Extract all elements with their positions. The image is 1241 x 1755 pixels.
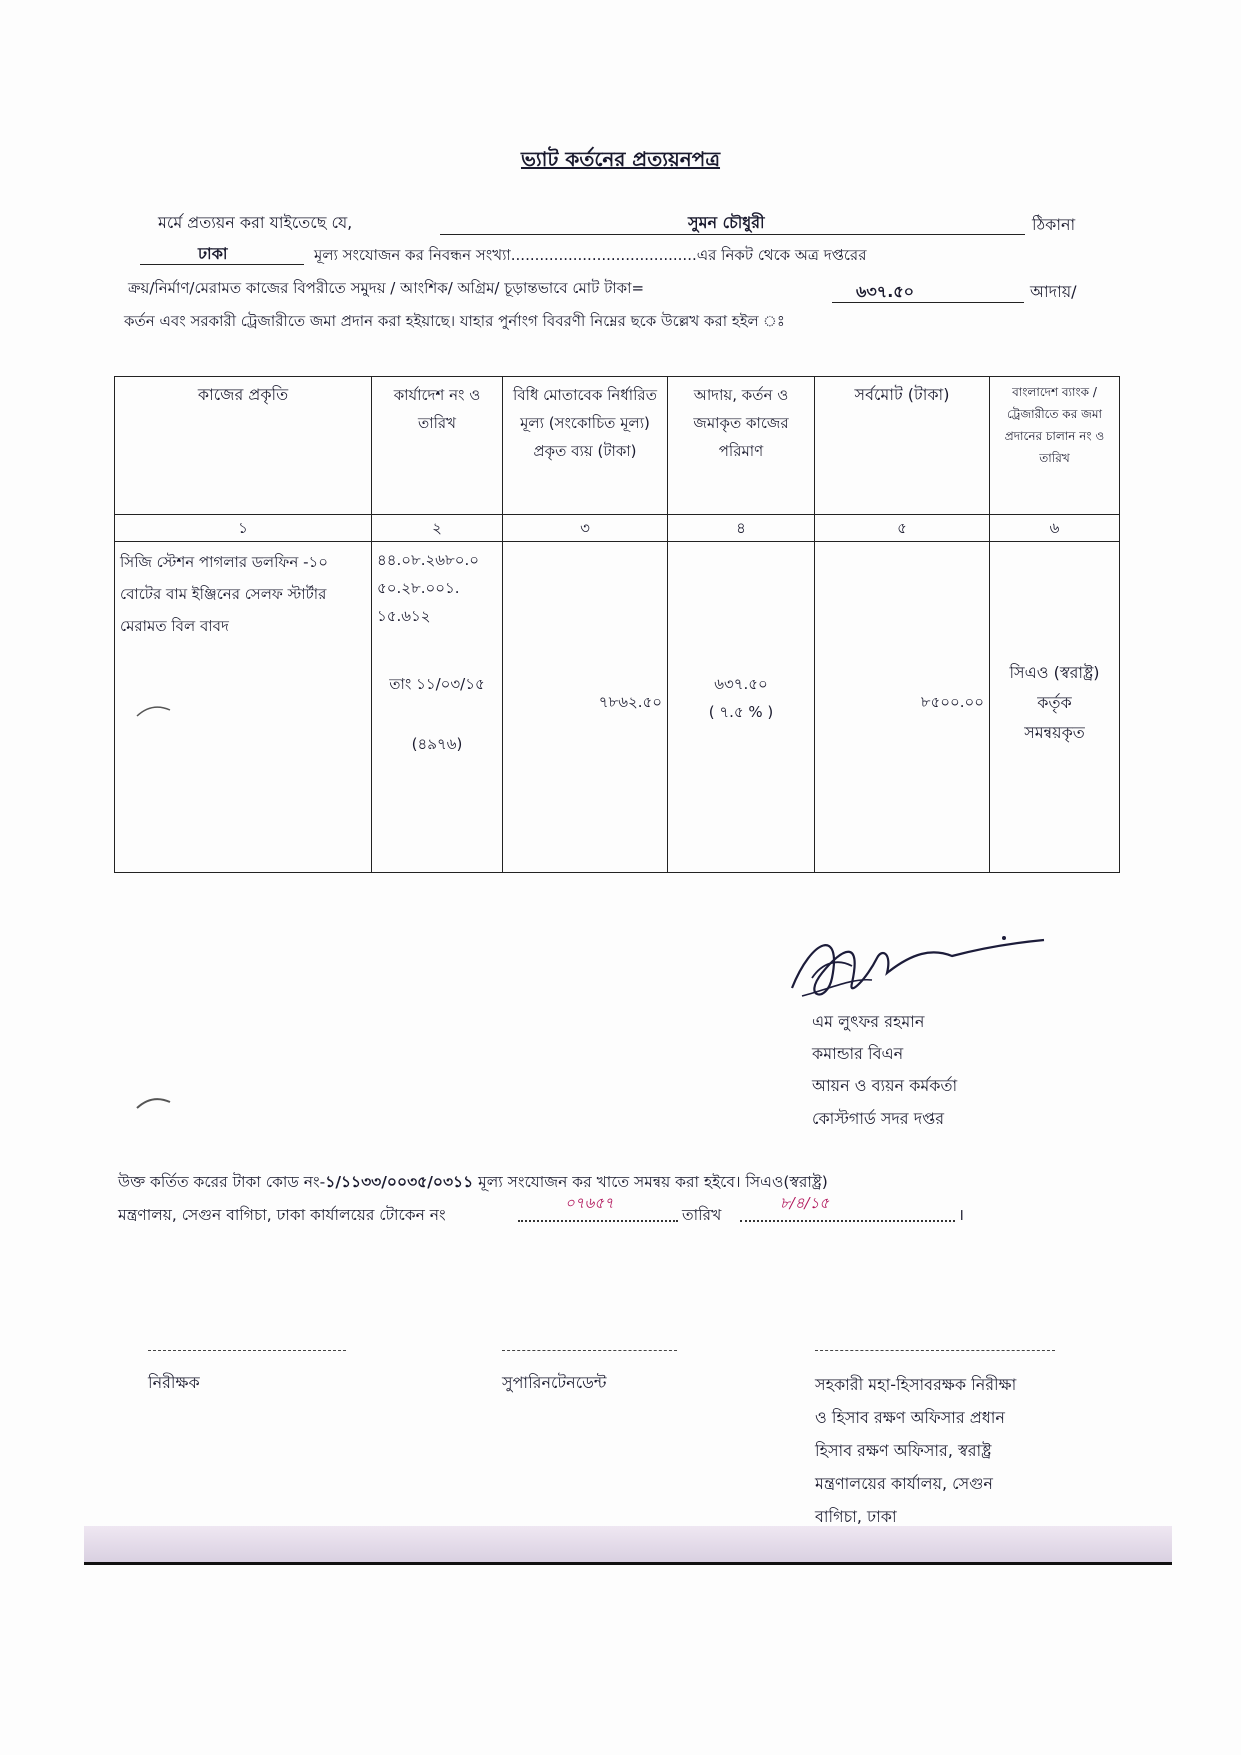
superintendent-signature-line	[502, 1350, 677, 1351]
total-amount: ৬৩৭.৫০	[856, 282, 915, 301]
tax-code-number: ১/১১৩৩/০০৩৫/০৩১১	[325, 1173, 474, 1191]
table-row	[115, 542, 1120, 873]
header-grand-total: সর্বমোট (টাকা)	[815, 377, 990, 515]
token-line-end: ।	[958, 1205, 965, 1224]
page-bottom-rule	[84, 1562, 1172, 1565]
column-number: ৫	[815, 514, 990, 542]
vat-deduction-table	[114, 376, 1120, 873]
header-deposit-challan: বাংলাদেশ ব্যাংক /ট্রেজারীতে কর জমা প্রদানের চালান নং ও তারিখ	[990, 377, 1120, 515]
document-title: ভ্যাট কর্তনের প্রত্যয়নপত্র	[520, 147, 721, 171]
token-dots	[518, 1220, 678, 1222]
signatory-office: কোস্টগার্ড সদর দপ্তর	[812, 1109, 945, 1128]
inspector-label: নিরীক্ষক	[148, 1373, 200, 1392]
column-number: ১	[115, 514, 372, 542]
vat-rate: ( ৭.৫ % )	[708, 703, 774, 722]
header-order-no: কার্যাদেশ নং ও তারিখ	[372, 377, 503, 515]
date-label: তারিখ	[682, 1206, 722, 1224]
signatory-rank: কমান্ডার বিএন	[812, 1044, 904, 1063]
officer-title-line: সহকারী মহা-হিসাবরক্ষক নিরীক্ষা	[815, 1375, 1017, 1394]
header-actual-cost: বিধি মোতাবেক নির্ধারিত মূল্য (সংকোচিত মূল্য) প্রকৃত ব্যয় (টাকা)	[503, 377, 668, 515]
registration-line: মূল্য সংযোজন কর নিবন্ধন সংখ্যা.......................................এর নিকট থেকে অত্র দপ্তরের	[314, 246, 867, 264]
deposit-note-line: সিএও (স্বরাষ্ট্র)	[1009, 663, 1100, 683]
deposit-note-line: কর্তৃক	[1037, 693, 1072, 713]
code-note-line	[118, 1170, 828, 1196]
scan-mark-icon	[134, 700, 174, 720]
vat-amount: ৬৩৭.৫০	[714, 675, 768, 694]
signatory-designation: আয়ন ও ব্যয়ন কর্মকর্তা	[812, 1076, 958, 1095]
column-number: ৪	[668, 514, 815, 542]
order-no-cell	[372, 542, 503, 873]
collection-label: আদায়/	[1030, 282, 1077, 301]
deposit-statement: কর্তন এবং সরকারী ট্রেজারীতে জমা প্রদান করা হইয়াছে। যাহার পুর্নাংগ বিবরণী নিম্নের ছকে উল্লেখ করা হইল ঃ	[124, 312, 785, 330]
column-number: ৬	[990, 514, 1120, 542]
order-no-line: ৪৪.০৮.২৬৮০.০	[377, 551, 480, 570]
officer-title-line: ও হিসাব রক্ষণ অফিসার প্রধান	[815, 1408, 1005, 1427]
order-ref: (৪৯৭৬)	[411, 735, 463, 754]
address-value: ঢাকা	[198, 244, 228, 263]
vat-amount-cell	[668, 542, 815, 873]
officer-title-line: হিসাব রক্ষণ অফিসার, স্বরাষ্ট্র	[815, 1441, 992, 1460]
column-number: ৩	[503, 514, 668, 542]
header-work-nature: কাজের প্রকৃতি	[115, 377, 372, 515]
token-number-handwritten: ০৭৬৫৭	[565, 1194, 614, 1212]
order-date: তাং ১১/০৩/১৫	[389, 675, 485, 694]
payment-type-line: ক্রয়/নির্মাণ/মেরামত কাজের বিপরীতে সমুদয় / আংশিক/ অগ্রিম/ চূড়ান্তভাবে মোট টাকা=	[128, 279, 645, 297]
scan-mark-icon	[134, 1092, 174, 1112]
officer-title-line: মন্ত্রণালয়ের কার্যালয়, সেগুন	[815, 1474, 993, 1493]
intro-text: মর্মে প্রত্যয়ন করা যাইতেছে যে,	[158, 213, 353, 232]
date-dots	[740, 1220, 955, 1222]
work-nature-text: সিজি স্টেশন পাগলার ডলফিন -১০ বোটের বাম ইঞ্জিনের সেলফ স্টার্টার মেরামত বিল বাবদ	[120, 553, 328, 636]
deposit-note-cell	[990, 542, 1120, 873]
grand-total: ৮৫০০.০০	[920, 693, 984, 712]
deposit-note-line: সমন্বয়কৃত	[1024, 723, 1085, 743]
header-vat-amount: আদায়, কর্তন ও জমাকৃত কাজের পরিমাণ	[668, 377, 815, 515]
inspector-signature-line	[148, 1350, 346, 1351]
actual-cost: ৭৮৬২.৫০	[598, 693, 662, 712]
address-label: ঠিকানা	[1032, 215, 1076, 234]
column-number: ২	[372, 514, 503, 542]
code-note-suffix: মূল্য সংযোজন কর খাতে সমন্বয় করা হইবে। সিএও(স্বরাষ্ট্র)	[473, 1173, 828, 1191]
table-header-row	[115, 377, 1120, 515]
order-no-line: ৫০.২৮.০০১.	[377, 579, 460, 598]
superintendent-label: সুপারিনটেনডেন্ট	[502, 1373, 607, 1392]
order-no-line: ১৫.৬১২	[377, 607, 431, 626]
column-number-row	[115, 514, 1120, 542]
token-line	[118, 1203, 446, 1229]
date-handwritten: ৮/৪/১৫	[780, 1194, 830, 1212]
officer-signature-icon	[782, 918, 1052, 1018]
scan-edge-shading	[84, 1526, 1172, 1564]
signatory-name: এম লুৎফর রহমান	[812, 1012, 925, 1031]
officer-signature-line	[815, 1350, 1055, 1351]
grand-total-cell	[815, 542, 990, 873]
token-line-prefix: মন্ত্রণালয়, সেগুন বাগিচা, ঢাকা কার্যালয়ের টোকেন নং	[118, 1206, 446, 1224]
actual-cost-cell	[503, 542, 668, 873]
payee-name: সুমন চৌধুরী	[688, 213, 765, 232]
officer-title-line: বাগিচা, ঢাকা	[815, 1507, 897, 1526]
code-note-prefix: উক্ত কর্তিত করের টাকা কোড নং-	[118, 1173, 326, 1191]
